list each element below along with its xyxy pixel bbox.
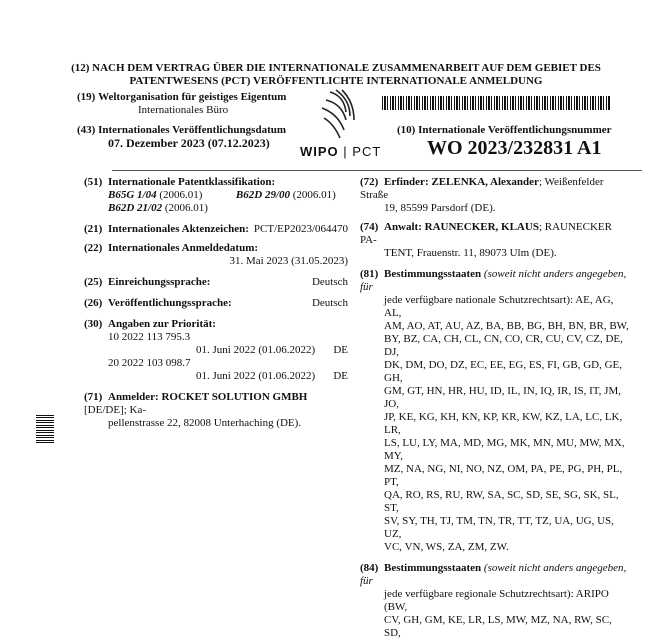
f51-class-1: B65G 1/04 [108,189,157,201]
field-51 [84,176,348,215]
org-name: Weltorganisation für geistiges Eigentum [98,91,287,103]
inventor-address: 19, 85599 Parsdorf (DE). [384,202,496,214]
pubnum-label: Internationale Veröffentlichungsnummer [418,124,612,136]
field-71 [84,391,348,430]
field-72 [360,176,630,215]
f21-code: (21) [84,223,103,235]
f81-line: AM, AO, AT, AU, AZ, BA, BB, BG, BH, BN, BR, BW, [384,320,629,332]
f51-class-1-date: (2006.01) [159,189,203,201]
org-sub: Internationales Büro [138,104,229,116]
pubnum-value: WO 2023/232831 A1 [427,137,602,159]
wipo-logo: WIPO | PCT [300,86,392,166]
f51-code: (51) [84,176,103,188]
f71-code: (71) [84,391,103,403]
f21-value: PCT/EP2023/064470 [253,223,348,235]
priority-1-number: 10 2022 113 795.3 [108,331,191,343]
field-74 [360,221,630,260]
f21-label: Internationales Aktenzeichen: [108,223,249,235]
pubdate-value: 07. Dezember 2023 (07.12.2023) [108,136,270,150]
f81-line: DK, DM, DO, DZ, EC, EE, EG, ES, FI, GB, GD, GE, GH, [384,359,623,384]
pubdate-code: (43) [77,124,96,136]
f30-label: Angaben zur Priorität: [108,318,216,330]
f74-code: (74) [360,221,379,233]
f25-value: Deutsch [311,276,348,288]
f71-label: Anmelder: [108,391,159,403]
header-line-1: NACH DEM VERTRAG ÜBER DIE INTERNATIONALE ZUSAMMENARBEIT AUF DEM GEBIET DES [92,62,601,74]
f51-class-3-date: (2006.01) [164,202,208,214]
priority-1-country: DE [333,344,348,356]
f26-code: (26) [84,297,103,309]
f51-label: Internationale Patentklassifikation: [108,176,276,188]
side-barcode-image [36,415,54,443]
f26-value: Deutsch [311,297,348,309]
f84-code: (84) [360,562,379,574]
field-30 [84,318,348,383]
publication-number-block [397,124,647,159]
f81-line: MZ, NA, NG, NI, NO, NZ, OM, PA, PE, PG, PH, PL, PT, [384,463,623,488]
f81-line: BY, BZ, CA, CH, CL, CN, CO, CR, CU, CV, CZ, DE, DJ, [384,333,623,358]
f72-label: Erfinder: [384,176,429,188]
f51-class-3: B62D 21/02 [108,202,163,214]
field-26 [84,297,348,310]
field-81 [360,268,630,554]
f22-label: Internationales Anmeldedatum: [108,242,259,254]
pubdate-label: Internationales Veröffentlichungsdatum [98,124,287,136]
f51-class-2: B62D 29/00 [235,189,291,201]
barcode-image [382,96,610,110]
field-25 [84,276,348,289]
field-22 [84,242,348,268]
header-separator [112,170,642,171]
applicant-name: ROCKET SOLUTION GMBH [161,391,308,403]
wipo-globe-icon [300,86,392,146]
f22-code: (22) [84,242,103,254]
f84-label: Bestimmungsstaaten [384,562,482,574]
f74-label: Anwalt: [384,221,422,233]
header-code: (12) [71,62,90,74]
attorney-address: TENT, Frauenstr. 11, 89073 Ulm (DE). [384,247,557,259]
f81-line: jede verfügbare nationale Schutzrechtsart): AE, AG, AL, [384,294,614,319]
priority-2-number: 20 2022 103 098.7 [108,357,191,369]
f81-line: VC, VN, WS, ZA, ZM, ZW. [384,541,509,553]
f25-code: (25) [84,276,103,288]
f84-line: CV, GH, GM, KE, LR, LS, MW, MZ, NA, RW, SC, SD, [384,614,612,639]
inventor-name: ZELENKA, Alexander [431,176,539,188]
applicant-address: pellenstrasse 22, 82008 Unterhaching (DE). [108,417,302,429]
priority-2-country: DE [333,370,348,382]
attorney-firm: ; RAUNECKER PA- [360,221,612,246]
header-line-2: PATENTWESENS (PCT) VERÖFFENTLICHTE INTERNATIONALE ANMELDUNG [129,75,543,87]
f30-code: (30) [84,318,103,330]
f81-line: LS, LU, LY, MA, MD, MG, MK, MN, MU, MW, MX, MY, [384,437,625,462]
pubnum-code: (10) [397,124,416,136]
f26-label: Veröffentlichungssprache: [108,297,232,309]
left-column [84,176,348,430]
f81-line-0: (soweit nicht anders angegeben, für [360,268,627,293]
f22-value: 31. Mai 2023 (31.05.2023) [229,255,348,267]
f25-label: Einreichungssprache: [108,276,211,288]
f81-line: QA, RO, RS, RU, RW, SA, SC, SD, SE, SG, SK, SL, ST, [384,489,619,514]
f81-label: Bestimmungsstaaten [384,268,482,280]
attorney-name: RAUNECKER, KLAUS [424,221,539,233]
priority-1-date: 01. Juni 2022 (01.06.2022) [196,344,316,356]
publication-date-block [77,124,317,150]
f84-line-0: (soweit nicht anders angegeben, für [360,562,627,587]
f81-line: SV, SY, TH, TJ, TM, TN, TR, TT, TZ, UA, UG, US, UZ, [384,515,614,540]
f51-class-2-date: (2006.01) [292,189,336,201]
organization-block [77,91,317,117]
right-column [360,176,630,640]
f81-code: (81) [360,268,379,280]
logo-wipo-text: WIPO [300,144,339,159]
field-84 [360,562,630,640]
inventor-street: ; Weißenfelder Straße [360,176,604,201]
f81-line: JP, KE, KG, KH, KN, KP, KR, KW, KZ, LA, LC, LK, LR, [384,411,623,436]
logo-pct-text: PCT [352,144,382,159]
document-header [40,62,632,88]
f84-line: jede verfügbare regionale Schutzrechtsart): ARIPO (BW, [384,588,609,613]
f81-line: GM, GT, HN, HR, HU, ID, IL, IN, IQ, IR, IS, IT, JM, JO, [384,385,621,410]
f81-states [360,294,630,554]
f72-code: (72) [360,176,379,188]
applicant-country: [DE/DE]; Ka- [84,404,147,416]
org-code: (19) [77,91,96,103]
field-21 [84,223,348,236]
priority-2-date: 01. Juni 2022 (01.06.2022) [196,370,316,382]
